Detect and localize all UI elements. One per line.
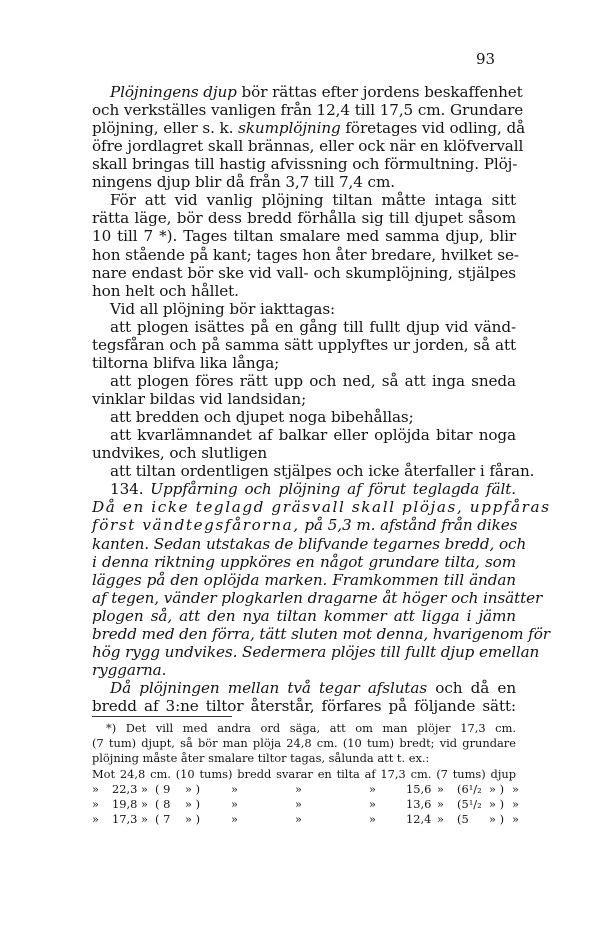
text-span: hon helt och hållet. — [92, 281, 239, 300]
text-line — [92, 137, 524, 156]
footnote-table-cell: ( 8 — [155, 797, 171, 811]
text-line — [92, 390, 516, 409]
footnote-table-cell: » — [437, 797, 444, 811]
footnote-table-cell: » — [231, 797, 238, 811]
text-line — [110, 462, 535, 481]
text-line — [110, 679, 516, 698]
footnote-table-cell: (5¹/₂ — [457, 797, 482, 811]
text-line — [92, 661, 516, 680]
footnote-table-cell: » — [512, 797, 519, 811]
text-span: att plogen föres rätt upp och ned, så att inga sneda — [110, 371, 516, 390]
text-span: af tegen, vänder plogkarlen dragarne åt höger och insätter — [92, 588, 543, 607]
text-line — [92, 119, 526, 138]
text-span: lägges på den oplöjda marken. Framkommen till ändan — [92, 570, 516, 589]
footnote-table-cell: » — [437, 812, 444, 827]
text-span: Då en icke teglagd gräsvall skall plöjas, uppfåras — [92, 498, 551, 517]
text-span: öfre jordlagret skall brännas, eller ock när en klöfvervall — [92, 137, 524, 156]
text-line — [92, 444, 516, 463]
text-line — [92, 624, 550, 644]
text-span: tiltorna blifva lika långa; — [92, 353, 280, 372]
text-span: plöjning, eller s. k. — [92, 119, 239, 138]
text-line — [92, 642, 540, 662]
footnote-table-cell: » — [369, 812, 376, 827]
text-line — [110, 318, 516, 337]
footnote-table-cell: » — [369, 781, 376, 796]
text-span: hon stående på kant; tages hon åter bredare, hvilket se- — [92, 245, 519, 264]
text-line — [110, 83, 523, 102]
footnote-table-cell: » — [437, 781, 444, 796]
footnote-table-cell: » — [295, 781, 302, 796]
text-span: För att vid vanlig plöjning tiltan måtte intaga sitt — [110, 191, 516, 210]
footnote-table-cell: » — [141, 797, 148, 811]
footnote-table-cell: » — [231, 781, 238, 796]
text-span: skall bringas till hastig afvissning och förmultning. Plöj- — [92, 155, 518, 174]
footnote-table-cell: 19,8 — [112, 797, 138, 811]
footnote-table-cell: ( 9 — [155, 781, 171, 796]
footnote-table-cell: » ) — [489, 797, 505, 811]
text-line — [92, 101, 524, 120]
text-line — [110, 191, 516, 210]
footnote-table-cell: » — [369, 797, 376, 811]
text-line — [92, 173, 516, 192]
footnote-table-cell: 22,3 — [112, 781, 138, 796]
text-line — [92, 155, 516, 174]
footnote-table-cell: » — [231, 812, 238, 827]
text-span: kanten. Sedan utstakas de blifvande tegarnes bredd, och — [92, 534, 527, 553]
text-span: att bredden och djupet noga bibehållas; — [110, 408, 414, 427]
text-span: bredd med den förra, tätt sluten mot denna, hvarigenom för — [92, 624, 550, 643]
text-span: vinklar bildas vid landsidan; — [92, 390, 307, 409]
footnote-line: Mot 24,8 cm. (10 tums) bredd svarar en tilta af 17,3 cm. (7 tums) djup — [92, 766, 516, 781]
footnote-table-cell: » ) — [489, 812, 505, 827]
footnote-table-cell: » — [141, 812, 148, 827]
footnote-table-cell: » — [512, 781, 519, 796]
text-span: rätta läge, bör dess bredd förhålla sig till djupet såsom — [92, 209, 516, 228]
text-line — [92, 498, 551, 517]
text-line — [92, 553, 516, 572]
text-span: Då plöjningen mellan två tegar afslutas — [110, 678, 428, 697]
text-line — [110, 408, 516, 427]
footnote-table-cell: (6¹/₂ — [457, 781, 482, 796]
text-span: och verkställes vanligen från 12,4 till 17,5 cm. Grundare — [92, 101, 524, 120]
text-span: först vändtegsfårorna, — [92, 516, 300, 535]
text-line — [92, 264, 516, 283]
text-span: tegsfåran och på samma sätt upplyftes ur jorden, så att — [92, 335, 516, 354]
text-line — [110, 372, 516, 391]
footnote-table-cell: » — [295, 797, 302, 811]
footnote-table-cell: » — [92, 781, 99, 796]
text-span: bredd af 3:ne tiltor återstår, förfares på följande sätt: — [92, 697, 516, 716]
footnote-line: *) Det vill med andra ord säga, att om man plöjer 17,3 cm. — [106, 721, 516, 735]
text-span: i denna riktning uppköres en något grundare tilta, som — [92, 552, 516, 571]
text-span: 10 till 7 *). Tages tiltan smalare med samma djup, blir — [92, 227, 516, 246]
footnote-table-cell: » ) — [185, 797, 201, 811]
text-span: nare endast bör ske vid vall- och skumplöjning, stjälpes — [92, 263, 516, 282]
text-line — [92, 516, 516, 535]
footnote-table-cell: » ) — [185, 781, 201, 796]
footnote-table-cell: » ) — [185, 812, 201, 827]
footnote-table-cell: » — [295, 812, 302, 827]
text-span: att tiltan ordentligen stjälpes och icke återfaller i fåran. — [110, 462, 535, 481]
text-span: ryggarna. — [92, 660, 167, 679]
text-span: och då en — [427, 678, 516, 697]
text-span: 134. — [110, 480, 151, 499]
footnote-table-cell: » ) — [489, 781, 505, 796]
text-span: Vid all plöjning bör iakttagas: — [110, 299, 336, 318]
text-span: bör rättas efter jordens beskaffenhet — [236, 83, 523, 101]
text-span: hög rygg undvikes. Sedermera plöjes till fullt djup emellan — [92, 642, 540, 661]
text-line — [92, 697, 516, 716]
footnote-table-cell: » — [512, 812, 519, 827]
text-line — [110, 426, 516, 445]
text-line — [92, 607, 516, 626]
text-span: Uppfårning och plöjning af förut teglagda fält. — [150, 480, 516, 499]
footnote-rule — [92, 716, 232, 717]
text-line — [92, 209, 516, 228]
page-number: 93 — [476, 50, 496, 68]
footnote-table-cell: » — [141, 781, 148, 796]
text-span: ningens djup blir då från 3,7 till 7,4 cm. — [92, 173, 395, 192]
text-line — [92, 336, 516, 355]
footnote-table-cell: 15,6 — [406, 781, 432, 796]
text-span: undvikes, och slutligen — [92, 444, 268, 463]
footnote-table-cell: 12,4 — [406, 812, 432, 827]
text-line — [110, 300, 516, 319]
footnote-line: (7 tum) djupt, så bör man plöja 24,8 cm. (10 tum) bredt; vid grundare — [92, 736, 516, 751]
text-line — [92, 354, 516, 373]
footnote-table-cell: » — [92, 812, 99, 827]
text-line — [92, 571, 516, 590]
text-span: på 5,3 m. afstånd från dikes — [299, 516, 518, 535]
footnote-table-cell: » — [92, 797, 99, 811]
text-span: plogen så, att den nya tiltan kommer att ligga i jämn — [92, 606, 516, 625]
text-span: att plogen isättes på en gång till fullt djup vid vänd- — [110, 317, 516, 336]
text-line — [92, 245, 519, 265]
footnote-table-cell: 17,3 — [112, 812, 138, 827]
footnote-table-cell: (5 — [457, 812, 469, 827]
text-line — [92, 282, 516, 301]
text-line — [92, 588, 543, 608]
footnote-table-cell: ( 7 — [155, 812, 171, 827]
footnote-table-cell: 13,6 — [406, 797, 432, 811]
text-span: skumplöjning — [238, 119, 341, 138]
text-line — [110, 480, 516, 499]
text-span: Plöjningens djup — [110, 83, 237, 101]
footnote-line: plöjning måste åter smalare tiltor tagas, sålunda att t. ex.: — [92, 751, 430, 766]
text-line — [92, 227, 516, 246]
text-span: företages vid odling, då — [340, 119, 526, 138]
text-span: att kvarlämnandet af balkar eller oplöjda bitar noga — [110, 426, 516, 445]
text-line — [92, 534, 527, 554]
